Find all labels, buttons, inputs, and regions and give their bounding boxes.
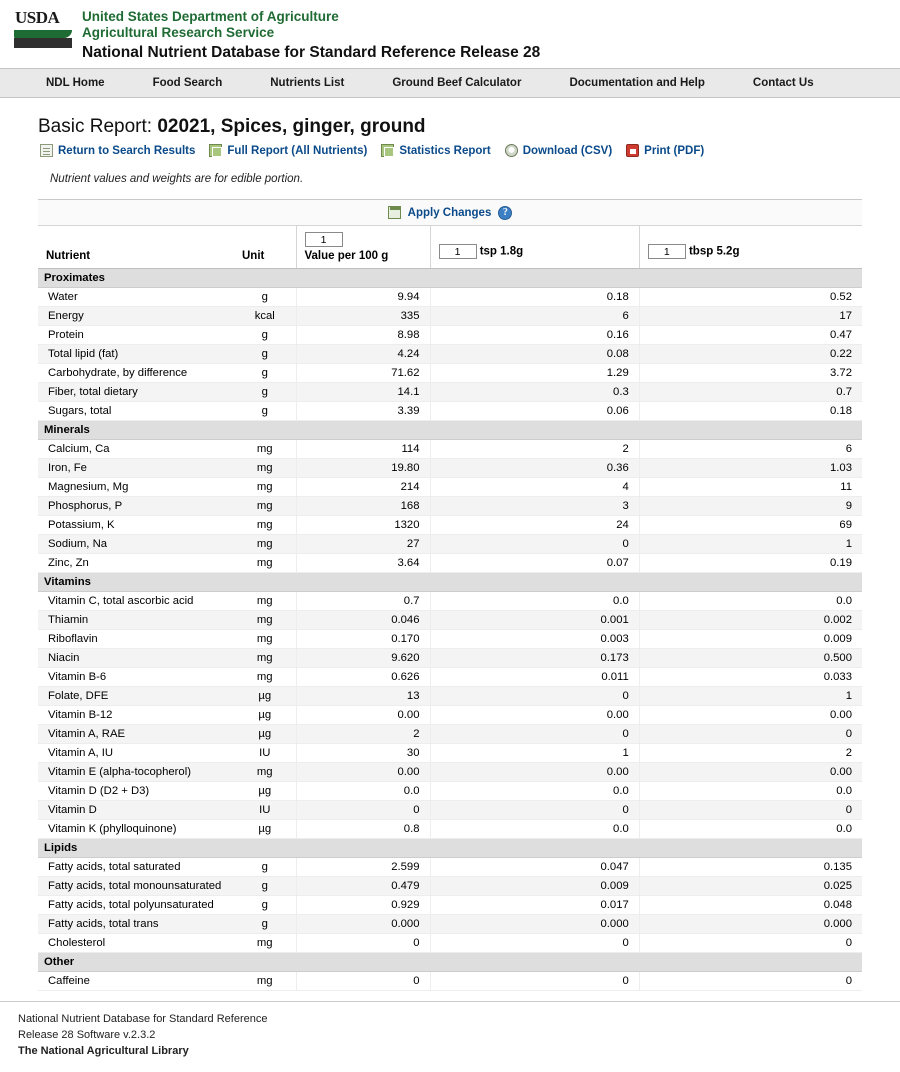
table-row	[38, 630, 862, 649]
page-title-prefix: Basic Report:	[38, 116, 153, 138]
nutrient-group-label: Lipids	[38, 839, 862, 858]
apply-changes-bar	[38, 200, 862, 226]
nutrient-value-tsp: 0.009	[430, 877, 639, 896]
nutrient-value-per-100g: 0.929	[296, 896, 430, 915]
nutrient-value-tbsp: 0.19	[639, 554, 862, 573]
nutrient-value-tsp: 0.08	[430, 345, 639, 364]
nutrient-name: Total lipid (fat)	[38, 345, 234, 364]
nutrient-unit: mg	[234, 554, 296, 573]
table-row	[38, 858, 862, 877]
header-titles	[82, 8, 540, 62]
nutrient-value-tbsp: 0	[639, 934, 862, 953]
nutrient-unit: IU	[234, 801, 296, 820]
table-row	[38, 668, 862, 687]
nutrient-value-tbsp: 11	[639, 478, 862, 497]
table-row	[38, 383, 862, 402]
nutrient-name: Fatty acids, total trans	[38, 915, 234, 934]
table-row	[38, 972, 862, 991]
nutrient-value-tsp: 2	[430, 440, 639, 459]
nutrient-unit: mg	[234, 763, 296, 782]
nutrient-unit: g	[234, 877, 296, 896]
table-row	[38, 554, 862, 573]
nutrient-name: Niacin	[38, 649, 234, 668]
nutrient-name: Protein	[38, 326, 234, 345]
table-row	[38, 516, 862, 535]
nutrient-value-tbsp: 0.000	[639, 915, 862, 934]
table-row	[38, 497, 862, 516]
nutrient-value-tbsp: 17	[639, 307, 862, 326]
nutrient-unit: g	[234, 858, 296, 877]
nutrient-value-tbsp: 0.18	[639, 402, 862, 421]
main-content	[0, 98, 900, 991]
column-header-value-per-100g	[296, 226, 430, 269]
nutrient-value-tsp: 0	[430, 687, 639, 706]
nutrient-name: Sodium, Na	[38, 535, 234, 554]
nutrient-value-tsp: 0.18	[430, 288, 639, 307]
database-title: National Nutrient Database for Standard Reference Release 28	[82, 43, 541, 61]
nutrient-name: Folate, DFE	[38, 687, 234, 706]
table-row	[38, 288, 862, 307]
table-row	[38, 440, 862, 459]
nutrient-unit: g	[234, 364, 296, 383]
table-row	[38, 611, 862, 630]
nutrient-name: Vitamin D	[38, 801, 234, 820]
nutrient-unit: mg	[234, 497, 296, 516]
document-icon	[40, 144, 53, 157]
print-pdf-label: Print (PDF)	[644, 144, 705, 157]
apply-changes-button[interactable]: Apply Changes	[407, 206, 492, 219]
nutrient-name: Potassium, K	[38, 516, 234, 535]
nutrient-value-tsp: 1	[430, 744, 639, 763]
nutrient-name: Vitamin A, RAE	[38, 725, 234, 744]
nutrient-name: Thiamin	[38, 611, 234, 630]
edible-portion-note: Nutrient values and weights are for edible portion.	[50, 173, 304, 186]
nutrient-value-per-100g: 0.626	[296, 668, 430, 687]
nutrient-value-per-100g: 4.24	[296, 345, 430, 364]
nutrient-unit: g	[234, 326, 296, 345]
nutrient-value-tbsp: 0.033	[639, 668, 862, 687]
table-row	[38, 459, 862, 478]
nutrient-value-per-100g: 9.620	[296, 649, 430, 668]
nutrient-value-per-100g: 0.00	[296, 706, 430, 725]
nutrient-value-per-100g: 0.000	[296, 915, 430, 934]
nutrient-value-per-100g: 0	[296, 972, 430, 991]
nutrient-value-tbsp: 1	[639, 687, 862, 706]
nutrient-value-per-100g: 0.00	[296, 763, 430, 782]
nutrient-name: Vitamin B-12	[38, 706, 234, 725]
nutrient-unit: mg	[234, 668, 296, 687]
nutrient-value-per-100g: 114	[296, 440, 430, 459]
nutrient-name: Cholesterol	[38, 934, 234, 953]
nutrient-name: Calcium, Ca	[38, 440, 234, 459]
nutrient-value-tsp: 6	[430, 307, 639, 326]
nutrient-value-tsp: 24	[430, 516, 639, 535]
table-row	[38, 915, 862, 934]
table-row	[38, 896, 862, 915]
nutrient-value-tsp: 0.0	[430, 592, 639, 611]
nav-item-ground-beef-calculator[interactable]: Ground Beef Calculator	[392, 77, 522, 90]
nutrient-value-tbsp: 0.025	[639, 877, 862, 896]
table-row	[38, 402, 862, 421]
nutrient-value-tsp: 0.3	[430, 383, 639, 402]
nutrient-value-tsp: 0.07	[430, 554, 639, 573]
nutrient-table-header-row	[38, 226, 862, 269]
nutrient-unit: g	[234, 896, 296, 915]
nutrient-value-tbsp: 0.22	[639, 345, 862, 364]
nutrient-value-per-100g: 9.94	[296, 288, 430, 307]
nutrient-value-per-100g: 0.0	[296, 782, 430, 801]
nutrient-value-tbsp: 0.048	[639, 896, 862, 915]
nutrient-value-tsp: 0.003	[430, 630, 639, 649]
nutrient-value-tbsp: 0.135	[639, 858, 862, 877]
download-csv-link[interactable]	[505, 144, 612, 157]
nutrient-value-tbsp: 2	[639, 744, 862, 763]
table-row	[38, 592, 862, 611]
nutrient-value-tbsp: 69	[639, 516, 862, 535]
table-row	[38, 706, 862, 725]
nutrient-value-tbsp: 0.0	[639, 820, 862, 839]
nutrient-value-per-100g: 3.64	[296, 554, 430, 573]
column-header-measure-tbsp	[639, 226, 862, 269]
nutrient-value-per-100g: 0.7	[296, 592, 430, 611]
nutrient-unit: g	[234, 402, 296, 421]
nutrient-unit: mg	[234, 611, 296, 630]
nutrient-unit: mg	[234, 516, 296, 535]
print-pdf-link[interactable]	[626, 144, 704, 157]
nutrient-group-row	[38, 573, 862, 592]
agency-department: United States Department of Agriculture	[82, 9, 339, 24]
column-header-unit: Unit	[234, 226, 296, 269]
usda-logo-text: USDA	[15, 8, 60, 27]
full-report-link[interactable]	[209, 144, 367, 157]
nutrient-value-tsp: 0	[430, 972, 639, 991]
nutrient-name: Fatty acids, total polyunsaturated	[38, 896, 234, 915]
nutrient-unit: µg	[234, 687, 296, 706]
table-row	[38, 763, 862, 782]
nutrient-table-container	[38, 199, 862, 991]
full-report-label: Full Report (All Nutrients)	[227, 144, 368, 157]
nutrient-unit: mg	[234, 535, 296, 554]
table-row	[38, 744, 862, 763]
nutrient-value-tsp: 0.00	[430, 706, 639, 725]
table-row	[38, 725, 862, 744]
table-row	[38, 535, 862, 554]
nutrient-name: Sugars, total	[38, 402, 234, 421]
print-icon	[626, 144, 639, 157]
nutrient-name: Fatty acids, total monounsaturated	[38, 877, 234, 896]
usda-logo-icon	[14, 8, 72, 50]
nutrient-value-tbsp: 0	[639, 972, 862, 991]
column-header-nutrient: Nutrient	[38, 226, 234, 269]
nutrient-unit: mg	[234, 649, 296, 668]
nutrient-unit: g	[234, 288, 296, 307]
nutrient-value-per-100g: 8.98	[296, 326, 430, 345]
calendar-icon	[388, 206, 401, 219]
return-to-search-results-link[interactable]	[40, 144, 195, 157]
nutrient-value-per-100g: 0.170	[296, 630, 430, 649]
table-row	[38, 364, 862, 383]
statistics-icon	[381, 144, 394, 157]
nutrient-name: Carbohydrate, by difference	[38, 364, 234, 383]
measure-tbsp-grams: 5.2g	[716, 245, 740, 258]
page-title-item: 02021, Spices, ginger, ground	[157, 116, 426, 138]
measure-tbsp-quantity-input[interactable]	[648, 244, 686, 259]
nutrient-unit: g	[234, 345, 296, 364]
statistics-report-label: Statistics Report	[399, 144, 491, 157]
footer-line-1: National Nutrient Database for Standard Reference	[18, 1013, 268, 1026]
table-row	[38, 801, 862, 820]
nav-item-food-search[interactable]: Food Search	[152, 77, 223, 90]
value-per-100g-label: Value per 100 g	[304, 250, 389, 263]
nutrient-value-tbsp: 0.0	[639, 592, 862, 611]
measure-tsp-name: tsp	[479, 245, 497, 258]
nutrient-value-per-100g: 0	[296, 934, 430, 953]
nutrient-group-label: Proximates	[38, 269, 862, 288]
nutrient-group-row	[38, 421, 862, 440]
nutrient-value-tsp: 0	[430, 535, 639, 554]
value-per-100g-quantity-input[interactable]	[305, 232, 343, 247]
nutrient-value-tsp: 0.000	[430, 915, 639, 934]
nutrient-name: Energy	[38, 307, 234, 326]
nutrient-table	[38, 226, 862, 991]
column-header-measure-tsp	[430, 226, 639, 269]
nutrient-unit: mg	[234, 478, 296, 497]
nutrient-value-per-100g: 1320	[296, 516, 430, 535]
nav-item-documentation-and-help[interactable]: Documentation and Help	[569, 77, 705, 90]
table-row	[38, 326, 862, 345]
site-footer	[0, 1001, 900, 1072]
download-icon	[505, 144, 518, 157]
table-row	[38, 307, 862, 326]
nutrient-value-per-100g: 2	[296, 725, 430, 744]
nutrient-value-per-100g: 214	[296, 478, 430, 497]
measure-tbsp-name: tbsp	[688, 245, 714, 258]
nutrient-value-per-100g: 27	[296, 535, 430, 554]
table-row	[38, 877, 862, 896]
nutrient-unit: µg	[234, 820, 296, 839]
nutrient-unit: IU	[234, 744, 296, 763]
nutrient-value-per-100g: 30	[296, 744, 430, 763]
nutrient-name: Vitamin A, IU	[38, 744, 234, 763]
nav-item-nutrients-list[interactable]: Nutrients List	[270, 77, 345, 90]
nutrient-value-per-100g: 71.62	[296, 364, 430, 383]
download-csv-label: Download (CSV)	[522, 144, 613, 157]
nutrient-value-tbsp: 3.72	[639, 364, 862, 383]
nutrient-unit: mg	[234, 630, 296, 649]
nutrient-value-per-100g: 168	[296, 497, 430, 516]
nutrient-name: Vitamin C, total ascorbic acid	[38, 592, 234, 611]
nutrient-value-tsp: 0	[430, 801, 639, 820]
nutrient-value-tbsp: 0.52	[639, 288, 862, 307]
nutrient-value-tsp: 0	[430, 725, 639, 744]
measure-tsp-grams: 1.8g	[500, 245, 524, 258]
nutrient-value-per-100g: 0.046	[296, 611, 430, 630]
nutrient-value-tsp: 0.0	[430, 820, 639, 839]
nutrient-value-per-100g: 13	[296, 687, 430, 706]
agency-service: Agricultural Research Service	[82, 24, 275, 40]
nutrient-value-tsp: 0.0	[430, 782, 639, 801]
nav-item-contact-us[interactable]: Contact Us	[752, 77, 814, 90]
nutrient-name: Fatty acids, total saturated	[38, 858, 234, 877]
nutrient-unit: g	[234, 915, 296, 934]
nutrient-unit: µg	[234, 706, 296, 725]
nutrient-name: Vitamin B-6	[38, 668, 234, 687]
nutrient-value-tbsp: 0.47	[639, 326, 862, 345]
nutrient-unit: mg	[234, 459, 296, 478]
nutrient-group-row	[38, 269, 862, 288]
nutrient-value-tbsp: 0.500	[639, 649, 862, 668]
nutrient-value-per-100g: 19.80	[296, 459, 430, 478]
nutrient-value-tbsp: 0.00	[639, 763, 862, 782]
nutrient-name: Iron, Fe	[38, 459, 234, 478]
table-row	[38, 782, 862, 801]
nutrient-name: Magnesium, Mg	[38, 478, 234, 497]
nutrient-unit: mg	[234, 440, 296, 459]
table-row	[38, 687, 862, 706]
nutrient-value-tsp: 0.173	[430, 649, 639, 668]
nutrient-unit: mg	[234, 972, 296, 991]
table-row	[38, 478, 862, 497]
nutrient-name: Caffeine	[38, 972, 234, 991]
nutrient-name: Vitamin K (phylloquinone)	[38, 820, 234, 839]
nutrient-name: Riboflavin	[38, 630, 234, 649]
nutrient-name: Phosphorus, P	[38, 497, 234, 516]
nutrient-value-tsp: 0.36	[430, 459, 639, 478]
nutrient-group-label: Minerals	[38, 421, 862, 440]
table-row	[38, 934, 862, 953]
nutrient-value-per-100g: 3.39	[296, 402, 430, 421]
report-icon	[209, 144, 222, 157]
nutrient-value-tbsp: 0.002	[639, 611, 862, 630]
nutrient-value-tsp: 1.29	[430, 364, 639, 383]
nutrient-unit: µg	[234, 782, 296, 801]
nutrient-value-tsp: 0.06	[430, 402, 639, 421]
nutrient-name: Fiber, total dietary	[38, 383, 234, 402]
return-to-search-results-label: Return to Search Results	[58, 144, 196, 157]
nav-item-ndl-home[interactable]: NDL Home	[46, 77, 105, 90]
nutrient-value-tsp: 0.017	[430, 896, 639, 915]
nutrient-name: Zinc, Zn	[38, 554, 234, 573]
footer-line-2: Release 28 Software v.2.3.2	[18, 1029, 156, 1042]
nutrient-unit: kcal	[234, 307, 296, 326]
nutrient-value-tbsp: 0	[639, 725, 862, 744]
nutrient-value-tbsp: 1	[639, 535, 862, 554]
nutrient-value-tsp: 0.00	[430, 763, 639, 782]
nutrient-value-tsp: 0.001	[430, 611, 639, 630]
table-row	[38, 649, 862, 668]
nutrient-value-tbsp: 0.00	[639, 706, 862, 725]
nutrient-name: Vitamin D (D2 + D3)	[38, 782, 234, 801]
main-navigation	[0, 68, 900, 98]
measure-tsp-quantity-input[interactable]	[439, 244, 477, 259]
nutrient-table-body	[38, 269, 862, 991]
site-header	[0, 0, 900, 68]
nutrient-value-tbsp: 9	[639, 497, 862, 516]
nutrient-value-tsp: 3	[430, 497, 639, 516]
nutrient-group-row	[38, 839, 862, 858]
footer-line-3: The National Agricultural Library	[18, 1045, 189, 1058]
nutrient-name: Water	[38, 288, 234, 307]
report-action-bar	[40, 144, 880, 157]
nutrient-group-label: Other	[38, 953, 862, 972]
nutrient-group-row	[38, 953, 862, 972]
nutrient-value-tbsp: 0.0	[639, 782, 862, 801]
nutrient-value-tsp: 0.047	[430, 858, 639, 877]
nutrient-value-tbsp: 0	[639, 801, 862, 820]
nutrient-value-per-100g: 0.8	[296, 820, 430, 839]
nutrient-value-tbsp: 0.009	[639, 630, 862, 649]
nutrient-value-per-100g: 335	[296, 307, 430, 326]
nutrient-unit: mg	[234, 934, 296, 953]
nutrient-group-label: Vitamins	[38, 573, 862, 592]
statistics-report-link[interactable]	[381, 144, 490, 157]
table-row	[38, 345, 862, 364]
nutrient-value-per-100g: 14.1	[296, 383, 430, 402]
nutrient-name: Vitamin E (alpha-tocopherol)	[38, 763, 234, 782]
nutrient-value-tbsp: 0.7	[639, 383, 862, 402]
nutrient-value-tsp: 4	[430, 478, 639, 497]
page-title	[38, 116, 880, 138]
nutrient-value-per-100g: 2.599	[296, 858, 430, 877]
nutrient-value-tsp: 0	[430, 934, 639, 953]
nutrient-value-per-100g: 0	[296, 801, 430, 820]
nutrient-value-tbsp: 1.03	[639, 459, 862, 478]
nutrient-unit: g	[234, 383, 296, 402]
nutrient-unit: mg	[234, 592, 296, 611]
nutrient-value-tsp: 0.16	[430, 326, 639, 345]
nutrient-value-tsp: 0.011	[430, 668, 639, 687]
nutrient-value-tbsp: 6	[639, 440, 862, 459]
help-icon[interactable]: ?	[498, 206, 512, 220]
table-row	[38, 820, 862, 839]
nutrient-value-per-100g: 0.479	[296, 877, 430, 896]
nutrient-unit: µg	[234, 725, 296, 744]
